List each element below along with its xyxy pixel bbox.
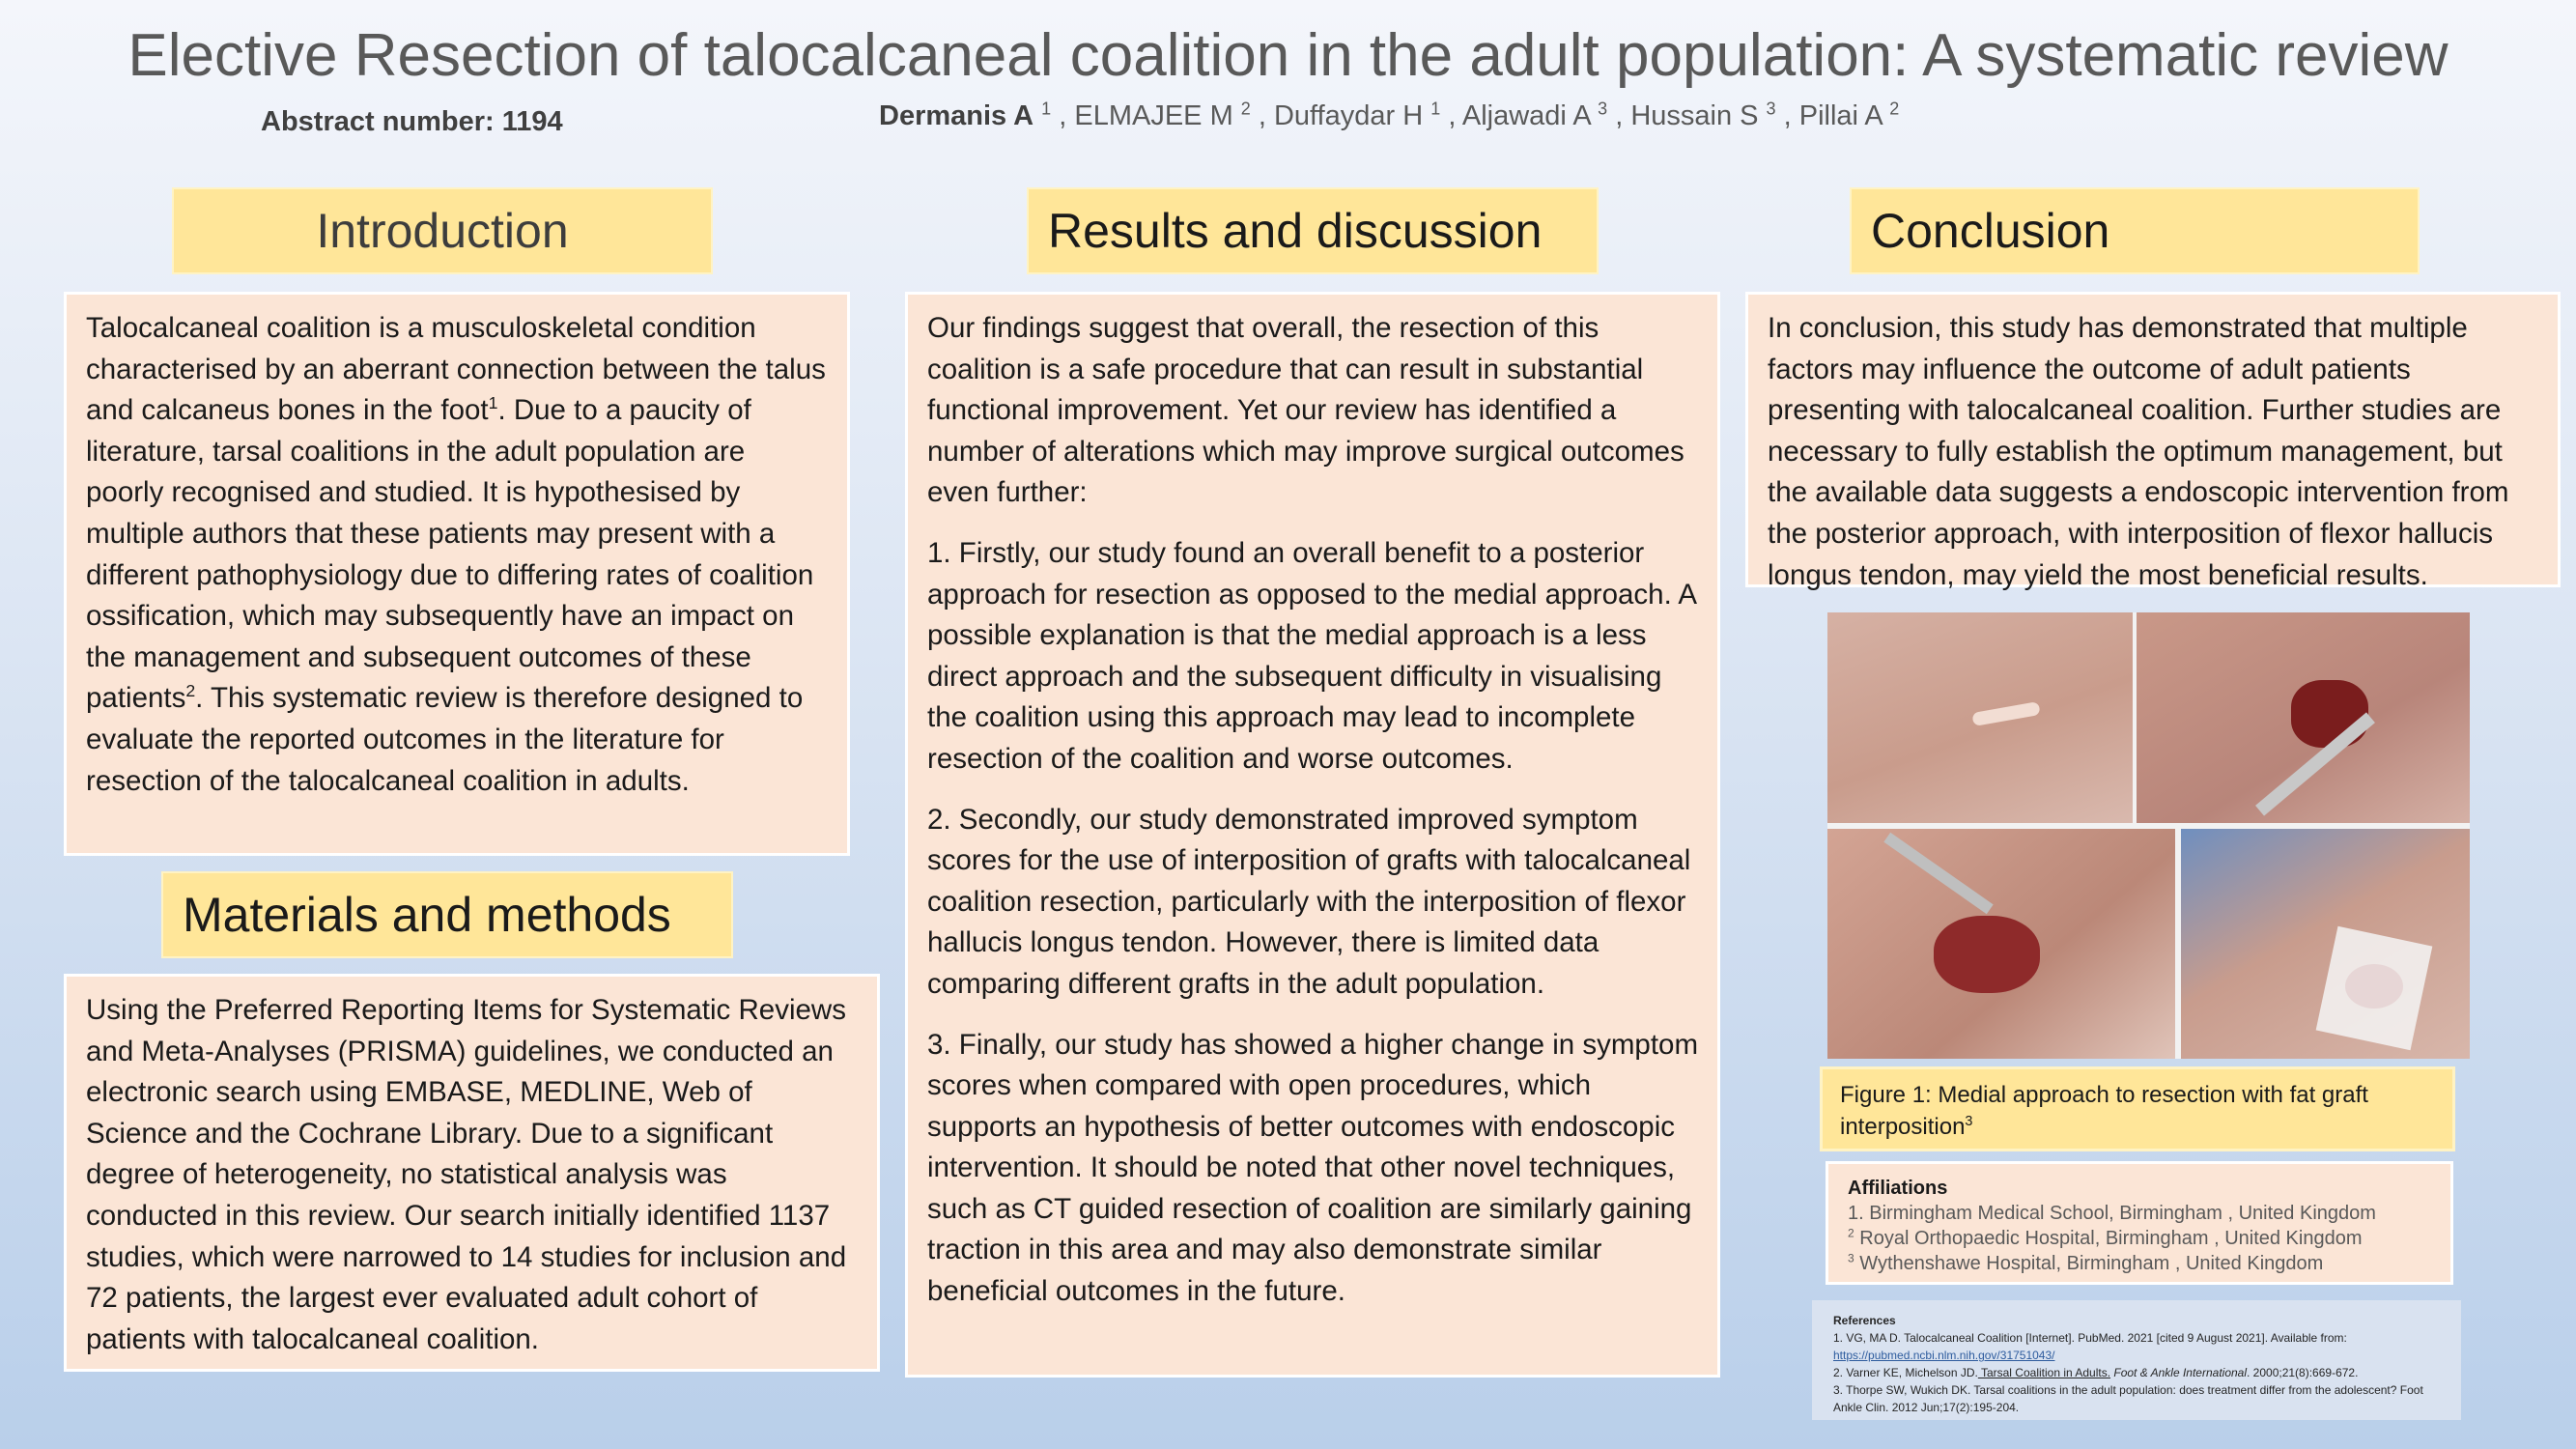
- foot-incision-photo: [1827, 612, 2133, 823]
- reference-text: 3. Thorpe SW, Wukich DK. Tarsal coalitions in the adult population: does treatment differ from the adolescent? Foot Ankle Clin. 2012 Jun;17(2):195-204.: [1833, 1383, 2423, 1414]
- poster-title: Elective Resection of talocalcaneal coalition in the adult population: A systematic review: [127, 22, 2449, 89]
- author-list: Dermanis A $^1$ , ELMAJEE M $^2$ , Duffaydar H $^1$ , Aljawadi A $^3$ , Hussain S $^3$ , Pillai A $^2$: [879, 99, 1900, 131]
- affiliation-text: Wythenshawe Hospital, Birmingham , United Kingdom: [1859, 1253, 2324, 1274]
- affiliations-box: [1826, 1161, 2453, 1285]
- author-affiliation-sup: 2: [1889, 99, 1900, 119]
- results-heading: Results and discussion: [1027, 187, 1599, 274]
- affiliations-heading: Affiliations: [1848, 1178, 1948, 1199]
- introduction-panel: [64, 292, 850, 856]
- methods-panel: [64, 974, 880, 1372]
- incision-scar: [1971, 701, 2040, 726]
- results-paragraph: Our findings suggest that overall, the resection of this coalition is a safe procedure that can result in substantial functional improvement. Yet our review has identified a number of alterations which may improve surgical outcomes even further:: [927, 312, 1684, 509]
- abstract-number: Abstract number: 1194: [261, 106, 563, 137]
- fat-graft-photo: [2181, 829, 2470, 1059]
- affiliation-text: Birmingham Medical School, Birmingham , United Kingdom: [1869, 1203, 2376, 1224]
- caption-text: Figure 1: Medial approach to resection with fat graft interposition: [1840, 1082, 2368, 1140]
- surgical-figure: [1827, 612, 2470, 1059]
- author-name: Aljawadi A: [1461, 100, 1591, 131]
- reference-item: [1833, 1329, 2440, 1364]
- gauze: [2316, 926, 2433, 1050]
- affiliation-number: 2: [1848, 1226, 1854, 1240]
- reference-journal: Foot & Ankle International: [2110, 1366, 2248, 1379]
- reference-item: [1833, 1364, 2440, 1381]
- methods-heading: Materials and methods: [161, 871, 733, 958]
- affiliation-text: Royal Orthopaedic Hospital, Birmingham , United Kingdom: [1859, 1228, 2363, 1249]
- retractor-instrument: [1883, 833, 1993, 914]
- author-name: Pillai A: [1798, 100, 1882, 131]
- author-affiliation-sup: 3: [1598, 99, 1608, 119]
- references-heading: References: [1833, 1314, 1896, 1327]
- author-name: Dermanis A: [879, 100, 1034, 131]
- figure-caption: [1820, 1066, 2455, 1151]
- resection-site: [1934, 916, 2040, 993]
- citation-sup: 1: [488, 393, 498, 413]
- affiliation-item: [1848, 1226, 2431, 1251]
- methods-text: Using the Preferred Reporting Items for Systematic Reviews and Meta-Analyses (PRISMA) guidelines, we conducted an electronic search using EMBASE, MEDLINE, Web of Science and the Cochrane Library. Due to a significant degree of heterogeneity, no statistical analysis was conducted in this review. Our search initially identified 1137 studies, which were narrowed to 14 studies for inclusion and 72 patients, the largest ever evaluated adult cohort of patients with talocalcaneal coalition.: [86, 994, 847, 1355]
- conclusion-heading: Conclusion: [1850, 187, 2420, 274]
- author-affiliation-sup: 1: [1041, 99, 1052, 119]
- coalition-resection-photo: [1827, 829, 2175, 1059]
- author-name: ELMAJEE M: [1074, 100, 1233, 131]
- affiliation-item: [1848, 1201, 2431, 1226]
- affiliation-number: 1.: [1848, 1203, 1864, 1224]
- reference-title: Tarsal Coalition in Adults.: [1977, 1366, 2111, 1379]
- conclusion-panel: [1745, 292, 2561, 591]
- foot-exposure-photo: [2137, 612, 2470, 823]
- results-paragraph: 2. Secondly, our study demonstrated improved symptom scores for the use of interposition of grafts with talocalcaneal coalition resection, particularly with the interposition of flexor hallucis longus tendon. However, there is limited data comparing different grafts in the adult population.: [927, 803, 1691, 1000]
- citation-sup: 2: [185, 681, 196, 701]
- reference-text: . 2000;21(8):669-672.: [2247, 1366, 2359, 1379]
- author-affiliation-sup: 2: [1240, 99, 1251, 119]
- results-paragraph: 1. Firstly, our study found an overall benefit to a posterior approach for resection as opposed to the medial approach. A possible explanation is that the medial approach is a less direct approach and the subsequent difficulty in visualising the coalition using this approach may lead to incomplete resection of the coalition and worse outcomes.: [927, 536, 1696, 775]
- affiliation-number: 3: [1848, 1251, 1854, 1265]
- reference-text: 1. VG, MA D. Talocalcaneal Coalition [Internet]. PubMed. 2021 [cited 9 August 2021]. Available from:: [1833, 1331, 2347, 1345]
- author-affiliation-sup: 1: [1430, 99, 1441, 119]
- author-name: Duffaydar H: [1273, 100, 1424, 131]
- introduction-text: . This systematic review is therefore designed to evaluate the reported outcomes in the literature for resection of the talocalcaneal coalition in adults.: [86, 682, 804, 797]
- introduction-heading: Introduction: [172, 187, 713, 274]
- conclusion-text: In conclusion, this study has demonstrated that multiple factors may influence the outcome of adult patients presenting with talocalcaneal coalition. Further studies are necessary to fully establish the optimum management, but the available data suggests a endoscopic intervention from the posterior approach, with interposition of flexor hallucis longus tendon, may yield the most beneficial results.: [1768, 312, 2509, 591]
- results-panel: [905, 292, 1720, 1378]
- introduction-text: Talocalcaneal coalition is a musculoskeletal condition characterised by an aberrant connection between the talus and calcaneus bones in the foot: [86, 312, 826, 427]
- author-name: Hussain S: [1630, 100, 1759, 131]
- reference-item: [1833, 1381, 2440, 1416]
- results-paragraph: 3. Finally, our study has showed a higher change in symptom scores when compared with open procedures, which supports an hypothesis of better outcomes with endoscopic intervention. It should be noted that other novel techniques, such as CT guided resection of coalition are similarly gaining traction in this area and may also demonstrate similar beneficial outcomes in the future.: [927, 1028, 1699, 1308]
- author-affiliation-sup: 3: [1766, 99, 1776, 119]
- reference-text: 2. Varner KE, Michelson JD.: [1833, 1366, 1978, 1379]
- references-box: [1812, 1300, 2461, 1420]
- introduction-text: . Due to a paucity of literature, tarsal coalitions in the adult population are poorly recognised and studied. It is hypothesised by multiple authors that these patients may present with a different pathophysiology due to differing rates of coalition ossification, which may subsequently have an impact on the management and subsequent outcomes of these patients: [86, 394, 814, 715]
- affiliation-item: [1848, 1251, 2431, 1276]
- reference-link[interactable]: https://pubmed.ncbi.nlm.nih.gov/31751043/: [1833, 1349, 2055, 1362]
- citation-sup: 3: [1965, 1114, 1973, 1129]
